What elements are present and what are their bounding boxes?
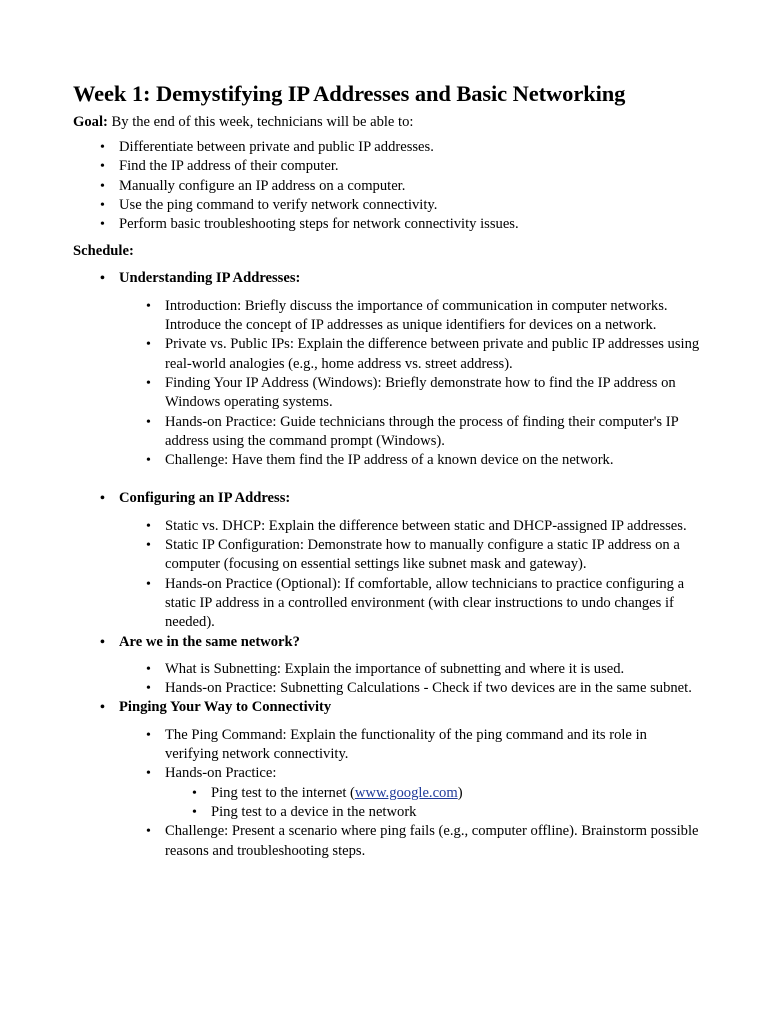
section-body <box>119 726 703 861</box>
list-item: • Private vs. Public IPs: Explain the difference between private and public IP addresses using real-world analogies (e.g., home address vs. street address). <box>165 335 703 374</box>
section-heading-ip-addresses: • Understanding IP Addresses: <box>119 269 703 288</box>
list-item: • Static IP Configuration: Demonstrate how to manually configure a static IP address on a computer (focusing on essential settings like subnet mask and gateway). <box>165 536 703 575</box>
sublist-pinging <box>165 726 703 861</box>
goal-label: Goal: <box>73 114 108 130</box>
section-heading-pinging: • Pinging Your Way to Connectivity <box>119 698 703 717</box>
goal-paragraph <box>73 113 703 132</box>
list-item: • Static vs. DHCP: Explain the difference between static and DHCP-assigned IP addresses. <box>165 517 703 536</box>
list-item: • Hands-on Practice: Subnetting Calculations - Check if two devices are in the same subnet. <box>165 679 703 698</box>
goal-list <box>119 138 703 234</box>
section-body <box>119 517 703 633</box>
list-item: • Hands-on Practice (Optional): If comfortable, allow technicians to practice configuring a static IP address in a controlled environment (with clear instructions to undo changes if needed). <box>165 575 703 633</box>
goal-item: • Use the ping command to verify network connectivity. <box>119 196 703 215</box>
list-item-hands-on <box>165 764 703 822</box>
sublist-configuring <box>165 517 703 633</box>
list-item: • The Ping Command: Explain the functionality of the ping command and its role in verifying network connectivity. <box>165 726 703 765</box>
document-page <box>73 79 703 861</box>
list-item: • Finding Your IP Address (Windows): Briefly demonstrate how to find the IP address on Windows operating systems. <box>165 374 703 413</box>
sublist-ip-addresses <box>165 297 703 471</box>
ping-internet-suffix: ) <box>457 784 463 801</box>
page-title: Week 1: Demystifying IP Addresses and Basic Networking <box>73 81 626 106</box>
ping-internet-item <box>211 784 703 803</box>
section-body <box>119 297 703 471</box>
sublist-ping-tests <box>211 784 703 823</box>
section-heading-configuring: • Configuring an IP Address: <box>119 489 703 508</box>
list-item: • Introduction: Briefly discuss the importance of communication in computer networks. Introduce the concept of IP addresses as unique identifiers for devices on a network. <box>165 297 703 336</box>
list-item: • What is Subnetting: Explain the importance of subnetting and where it is used. <box>165 660 703 679</box>
ping-device-item: • Ping test to a device in the network <box>211 803 703 822</box>
goal-item: • Manually configure an IP address on a computer. <box>119 177 703 196</box>
section-heading-same-network: • Are we in the same network? <box>119 633 703 652</box>
list-item: • Challenge: Present a scenario where ping fails (e.g., computer offline). Brainstorm possible reasons and troubleshooting steps. <box>165 822 703 861</box>
goal-item: • Differentiate between private and public IP addresses. <box>119 138 703 157</box>
sublist-same-network <box>165 660 703 699</box>
google-link[interactable]: www.google.com <box>354 784 458 801</box>
schedule-list <box>119 269 703 860</box>
section-body <box>119 660 703 699</box>
list-item: • Challenge: Have them find the IP address of a known device on the network. <box>165 451 703 470</box>
schedule-label: Schedule: <box>73 243 134 260</box>
goal-item: • Perform basic troubleshooting steps for network connectivity issues. <box>119 215 703 234</box>
goal-item: • Find the IP address of their computer. <box>119 157 703 176</box>
goal-text: By the end of this week, technicians will be able to: <box>107 114 414 130</box>
list-item: • Hands-on Practice: Guide technicians through the process of finding their computer's IP address using the command prompt (Windows). <box>165 413 703 452</box>
ping-internet-prefix: Ping test to the internet ( <box>211 784 355 801</box>
hands-on-label: Hands-on Practice: <box>165 765 277 782</box>
